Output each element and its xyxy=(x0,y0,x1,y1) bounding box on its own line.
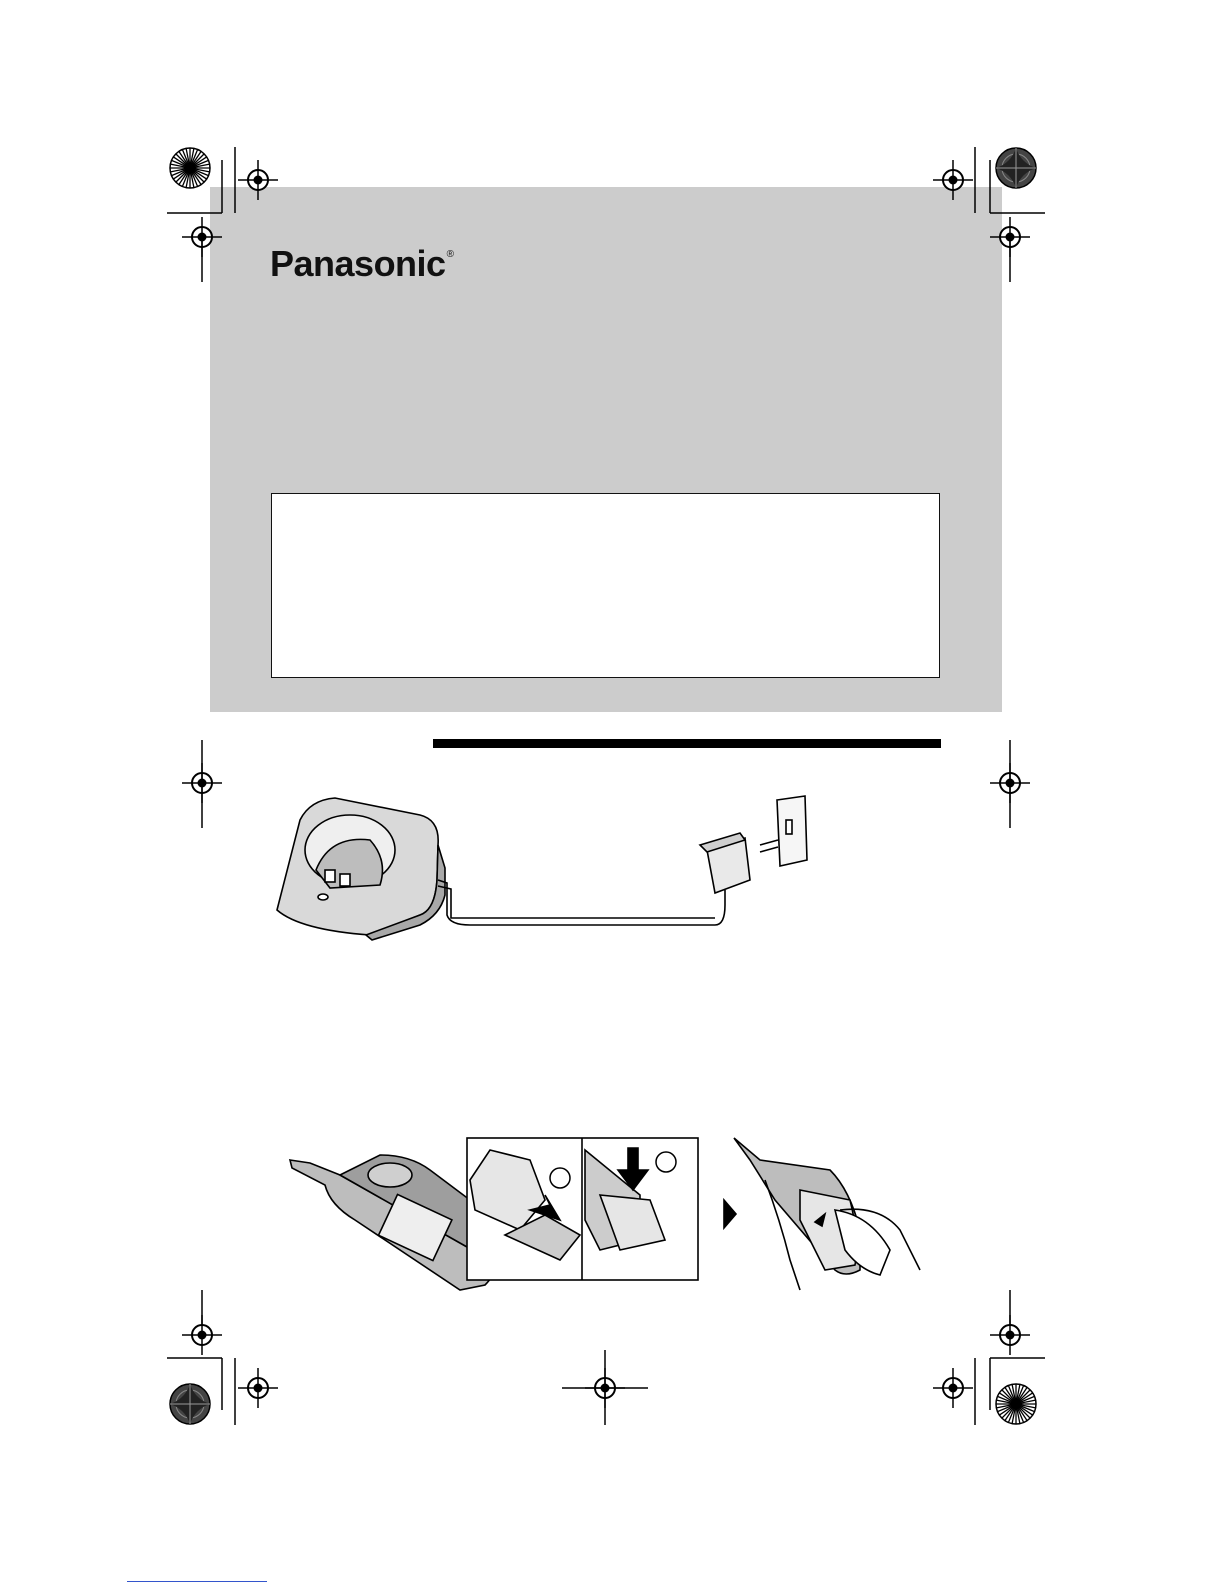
color-target-icon xyxy=(996,1384,1036,1424)
registered-mark: ® xyxy=(446,249,454,260)
color-target-icon xyxy=(170,1384,210,1424)
registration-mark-icon xyxy=(990,1315,1030,1355)
registration-mark-icon xyxy=(182,1315,222,1355)
registration-mark-icon xyxy=(933,160,973,200)
charger-and-ac-adaptor-icon xyxy=(277,796,807,940)
battery-cover-close-icon xyxy=(734,1138,920,1290)
color-target-icon xyxy=(170,148,210,188)
crop-marks-bottom xyxy=(167,1290,1045,1425)
crop-marks-top xyxy=(167,147,1045,213)
brand-name: Panasonic xyxy=(270,243,446,284)
registration-mark-icon xyxy=(933,1368,973,1408)
registration-mark-icon xyxy=(238,1368,278,1408)
color-target-icon xyxy=(996,148,1036,188)
registration-mark-icon xyxy=(238,160,278,200)
